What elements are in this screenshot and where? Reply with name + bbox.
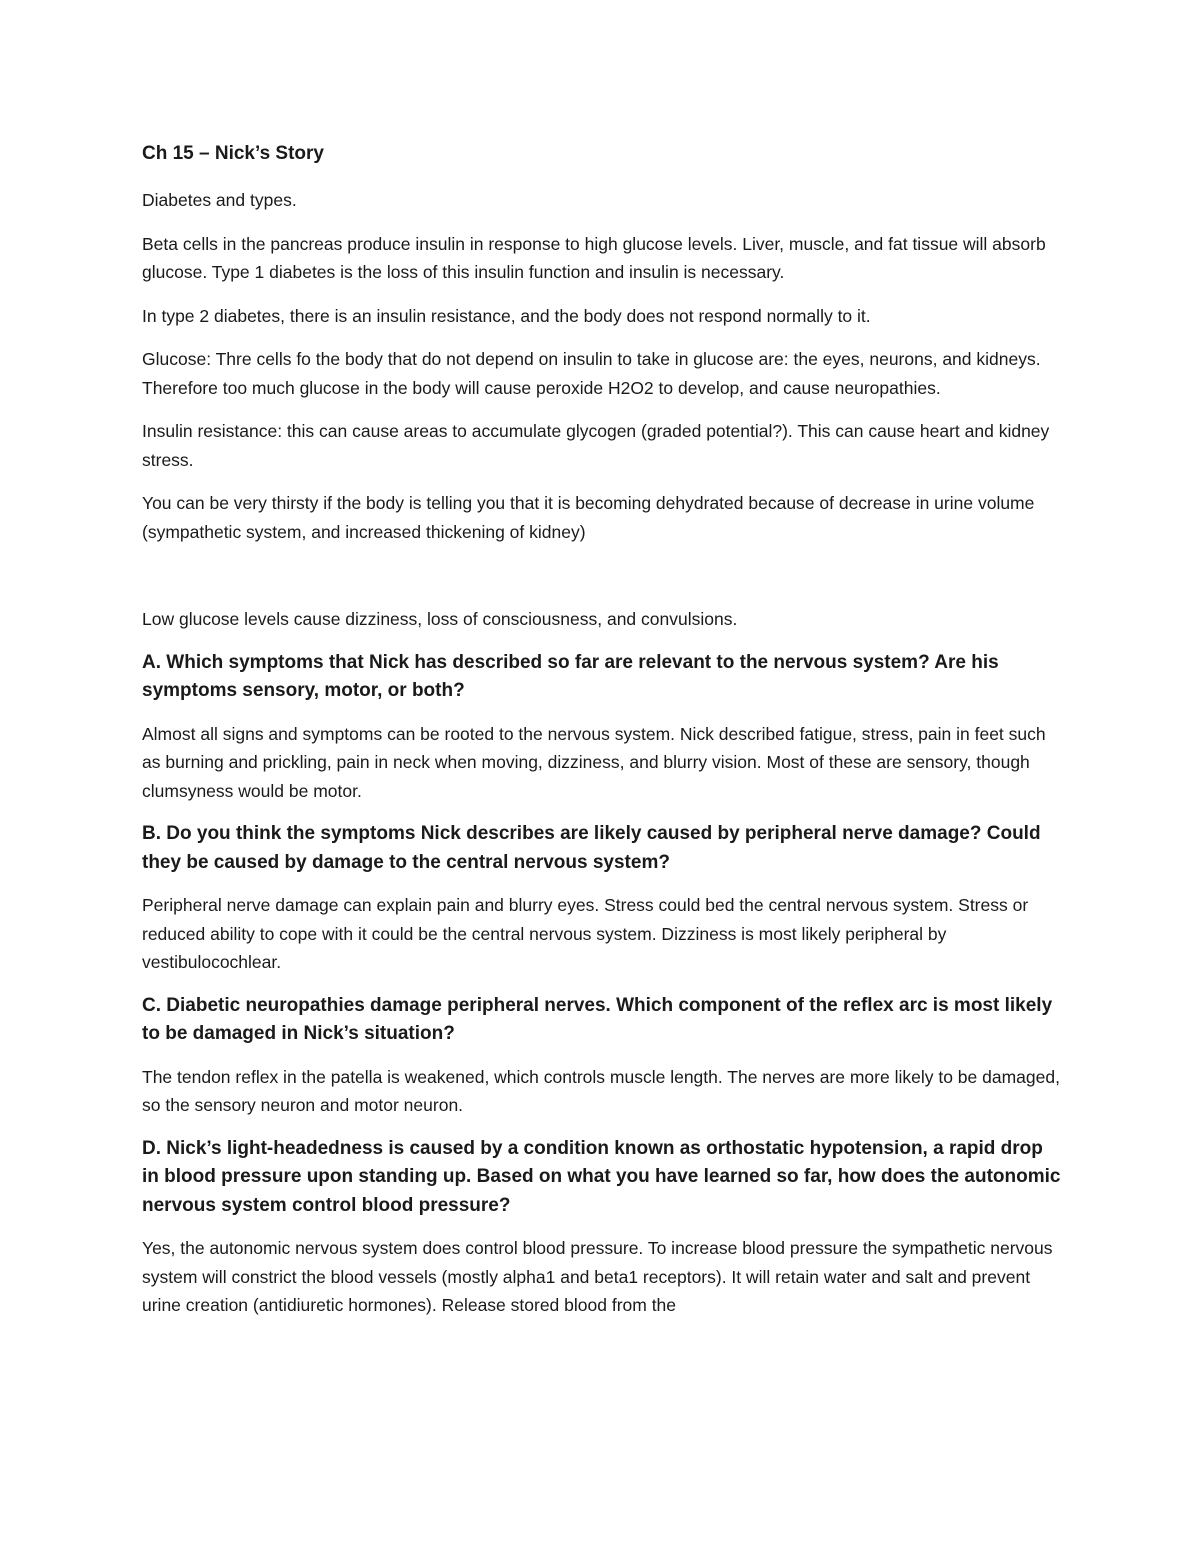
intro-paragraph-insulin-resistance: Insulin resistance: this can cause areas to accumulate glycogen (graded potential?). This can cause heart and kidney stress. — [142, 421, 1050, 470]
intro-paragraph-glucose: Glucose: Thre cells fo the body that do not depend on insulin to take in glucose are: the eyes, neurons, and kidneys. Therefore too much glucose in the body will cause peroxide H2O2 to develop, and cause neuropathies. — [142, 349, 1041, 398]
document-title: Ch 15 – Nick’s Story — [142, 143, 324, 164]
question-b: B. Do you think the symptoms Nick describes are likely caused by peripheral nerve damage? Could they be caused by damage to the central nervous system? — [142, 823, 1041, 873]
intro-paragraph-type2: In type 2 diabetes, there is an insulin resistance, and the body does not respond normally to it. — [142, 305, 871, 326]
question-d: D. Nick’s light-headedness is caused by a condition known as orthostatic hypotension, a rapid drop in blood pressure upon standing up. Based on what you have learned so far, how does the autonomic nervous system control blood pressure? — [142, 1137, 1061, 1216]
document-page — [142, 140, 1062, 1335]
answer-d: Yes, the autonomic nervous system does control blood pressure. To increase blood pressure the sympathetic nervous system will constrict the blood vessels (mostly alpha1 and beta1 receptors). It will retain water and salt and prevent urine creation (antidiuretic hormones). Release stored blood from the — [142, 1238, 1053, 1315]
low-glucose-paragraph: Low glucose levels cause dizziness, loss of consciousness, and convulsions. — [142, 609, 738, 629]
intro-paragraph-thirst: You can be very thirsty if the body is telling you that it is becoming dehydrated because of decrease in urine volume (sympathetic system, and increased thickening of kidney) — [142, 493, 1035, 542]
intro-paragraph-types: Diabetes and types. — [142, 190, 297, 210]
answer-b: Peripheral nerve damage can explain pain and blurry eyes. Stress could bed the central nervous system. Stress or reduced ability to cope with it could be the central nervous system. Dizziness is most likely peripheral by vestibulocochlear. — [142, 895, 1029, 972]
question-a: A. Which symptoms that Nick has described so far are relevant to the nervous system? Are his symptoms sensory, motor, or both? — [142, 651, 999, 701]
answer-a: Almost all signs and symptoms can be rooted to the nervous system. Nick described fatigue, stress, pain in feet such as burning and prickling, pain in neck when moving, dizziness, and blurry vision. Most of these are sensory, though clumsyness would be motor. — [142, 723, 1046, 801]
intro-paragraph-beta-cells: Beta cells in the pancreas produce insulin in response to high glucose levels. Liver, muscle, and fat tissue will absorb glucose. Type 1 diabetes is the loss of this insulin function and insulin is necessary. — [142, 233, 1046, 282]
blank-line — [142, 561, 1062, 605]
answer-c: The tendon reflex in the patella is weakened, which controls muscle length. The nerves are more likely to be damaged, so the sensory neuron and motor neuron. — [142, 1066, 1060, 1115]
question-c: C. Diabetic neuropathies damage peripheral nerves. Which component of the reflex arc is most likely to be damaged in Nick’s situation? — [142, 994, 1053, 1044]
